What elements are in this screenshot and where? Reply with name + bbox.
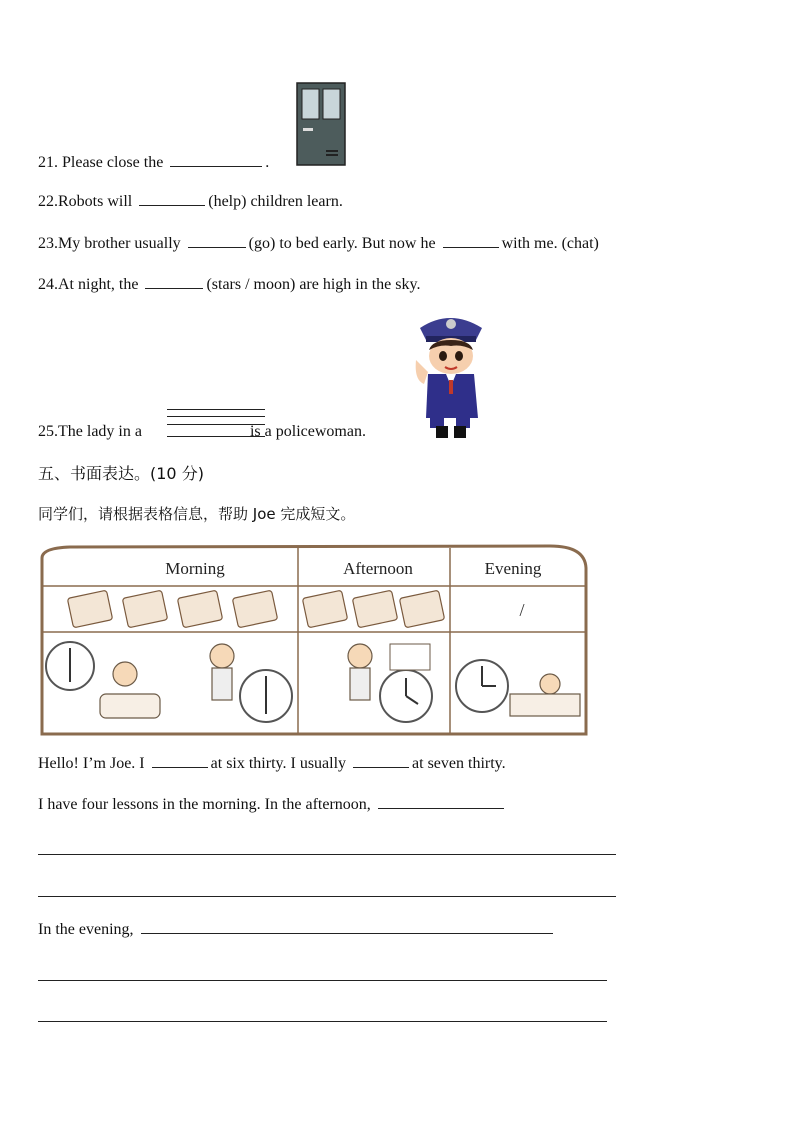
q22-rest: children learn. [250, 193, 343, 210]
passage-line-2 [38, 794, 507, 814]
passage-line3-text: In the evening, [38, 921, 134, 938]
q25-writing-line-4 [167, 436, 265, 437]
evening-no-lesson: / [519, 600, 525, 620]
q22-text: 22.Robots will [38, 193, 133, 210]
writing-line-4[interactable] [38, 1021, 607, 1022]
q23-blank1[interactable] [188, 233, 246, 248]
writing-line-1[interactable] [38, 854, 616, 855]
passage-blank-2[interactable] [353, 753, 409, 768]
question-21 [38, 152, 269, 172]
header-morning: Morning [165, 559, 225, 578]
q21-blank[interactable] [170, 152, 262, 167]
door-image [296, 82, 346, 166]
writing-line-2[interactable] [38, 896, 616, 897]
section-5-title: 五、书面表达。(10 分) [38, 464, 204, 483]
q23-blank2[interactable] [443, 233, 499, 248]
passage-blank-1[interactable] [152, 753, 208, 768]
header-evening: Evening [484, 559, 542, 578]
q24-blank[interactable] [145, 274, 203, 289]
q21-end: . [265, 154, 270, 171]
schedule-table [40, 544, 588, 736]
question-25 [38, 423, 366, 441]
q25-writing-line-2 [167, 416, 265, 417]
q25-writing-line-3[interactable] [167, 424, 265, 425]
q24-text: 24.At night, the [38, 276, 139, 293]
question-23 [38, 233, 599, 253]
q23-rest: with me. (chat) [501, 235, 599, 252]
afternoon-books [302, 590, 444, 628]
q25-text: 25.The lady in a [38, 423, 142, 440]
q23-hint1: (go) to bed early. [248, 235, 358, 252]
passage-line1-c: at seven thirty. [412, 755, 506, 772]
passage-line2-text: I have four lessons in the morning. In the afternoon, [38, 796, 371, 813]
passage-blank-3[interactable] [378, 794, 504, 809]
q24-rest: (stars / moon) are high in the sky. [206, 276, 421, 293]
passage-blank-4[interactable] [141, 919, 553, 934]
q25-writing-line-1 [167, 409, 265, 410]
passage-line-3 [38, 919, 556, 939]
policewoman-image [412, 310, 488, 440]
q22-hint: (help) [208, 193, 247, 210]
writing-line-3[interactable] [38, 980, 607, 981]
q23-mid: But now he [361, 235, 436, 252]
passage-line1-a: Hello! I’m Joe. I [38, 755, 145, 772]
instruction-text: 同学们，请根据表格信息，帮助 Joe 完成短文。 [38, 505, 356, 523]
q25-rest: is a policewoman. [249, 423, 366, 440]
q23-text: 23.My brother usually [38, 235, 181, 252]
passage-line-1 [38, 753, 506, 773]
header-afternoon: Afternoon [343, 559, 413, 578]
question-24 [38, 274, 420, 294]
q21-text: 21. Please close the [38, 154, 164, 171]
q22-blank[interactable] [139, 191, 205, 206]
passage-line1-b: at six thirty. I usually [210, 755, 347, 772]
question-22 [38, 191, 343, 211]
